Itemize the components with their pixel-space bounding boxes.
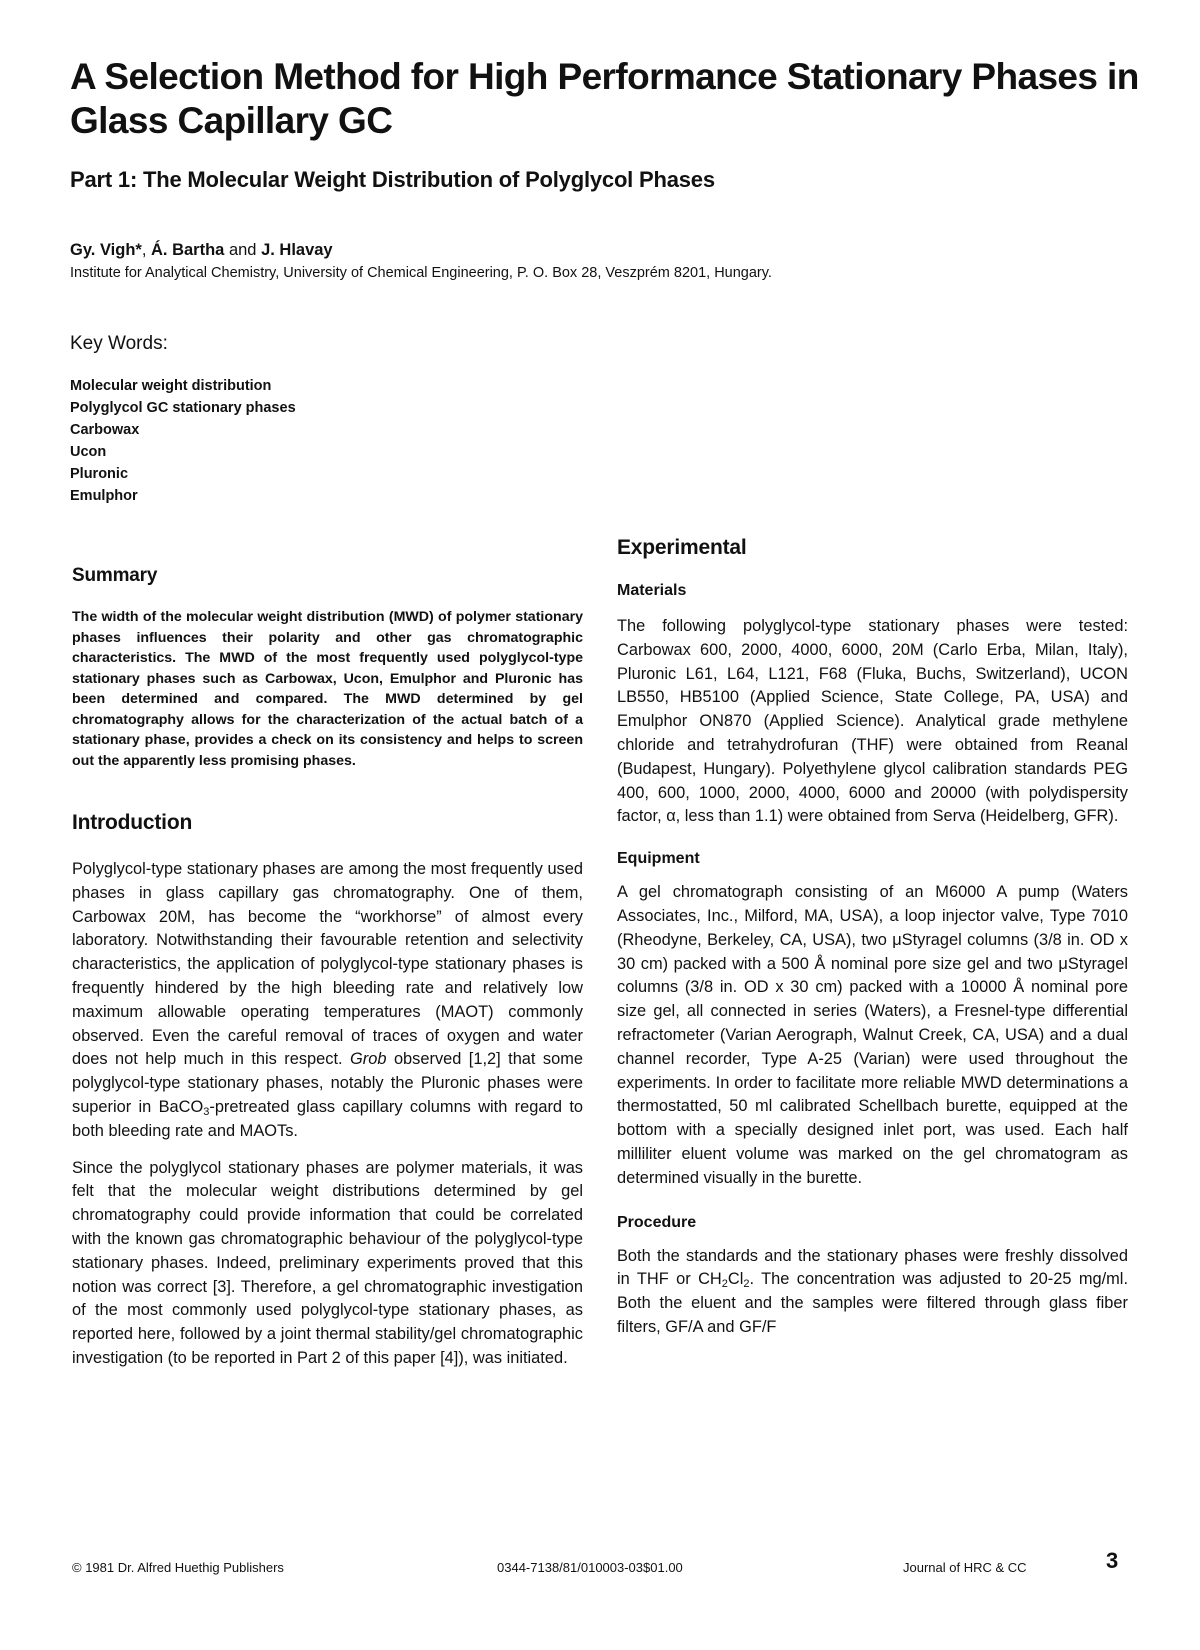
paper-subtitle: Part 1: The Molecular Weight Distribution of Polyglycol Phases bbox=[70, 167, 715, 192]
left-column bbox=[72, 565, 583, 1371]
footer-journal: Journal of HRC & CC bbox=[903, 1560, 1027, 1575]
introduction-heading: Introduction bbox=[72, 811, 193, 834]
summary-heading: Summary bbox=[72, 565, 158, 586]
paper-title: A Selection Method for High Performance Stationary Phases in Glass Capillary GC bbox=[70, 56, 1139, 141]
author-3: J. Hlavay bbox=[261, 241, 333, 259]
equipment-heading: Equipment bbox=[617, 850, 700, 868]
experimental-heading: Experimental bbox=[617, 536, 747, 559]
author-separator: , bbox=[141, 241, 151, 259]
procedure-heading: Procedure bbox=[617, 1213, 697, 1231]
materials-text: The following polyglycol-type stationary phases were tested: Carbowax 600, 2000, 4000, 6000, 20M (Carlo Erba, Milan, Italy), Pluronic L61, L64, L121, F68 (Fluka, Buchs, Switzerland), UCON LB550, HB5100 (Applied Science, State College, PA, USA) and Emulphor ON870 (Applied Science). Analytical grade methylene chloride and tetrahydrofuran (THF) were obtained from Reanal (Budapest, Hungary). Polyethylene glycol calibration standards PEG 400, 600, 1000, 2000, 4000, 6000 and 20000 (with polydispersity factor, α, less than 1.1) were obtained from Serva (Heidelberg, GFR). bbox=[617, 617, 1128, 826]
keyword-item: Molecular weight distribution bbox=[70, 378, 272, 394]
footer-copyright: © 1981 Dr. Alfred Huethig Publishers bbox=[72, 1560, 284, 1575]
materials-heading: Materials bbox=[617, 582, 687, 599]
keywords-list bbox=[70, 375, 296, 507]
keyword-item: Polyglycol GC stationary phases bbox=[70, 400, 296, 416]
page-number: 3 bbox=[1106, 1548, 1119, 1573]
author-name-grob: Grob bbox=[350, 1050, 387, 1069]
procedure-text: Both the standards and the stationary phases were freshly dissolved in THF or $CH_2Cl_2$. The concentration was adjusted to 20-25 mg/ml. Both the eluent and the samples were filtered through glass fiber filters, GF/A and GF/F bbox=[617, 1246, 1129, 1336]
keyword-item: Pluronic bbox=[70, 466, 129, 482]
summary-text: The width of the molecular weight distribution (MWD) of polymer stationary phases influences their polarity and other gas chromatographic characteristics. The MWD of the most frequently used polyglycol-type stationary phases such as Carbowax, Ucon, Emulphor and Pluronic has been determined and compared. The MWD determined by gel chromatography allows for the characterization of the actual batch of a stationary phase, provides a check on its consistency and helps to screen out the apparently less promising phases. bbox=[72, 609, 583, 769]
affiliation: Institute for Analytical Chemistry, University of Chemical Engineering, P. O. Box 28, Veszprém 8201, Hungary. bbox=[70, 265, 772, 281]
right-column bbox=[617, 536, 1128, 1340]
footer-code: 0344-7138/81/010003-03$01.00 bbox=[497, 1560, 683, 1575]
keyword-item: Carbowax bbox=[70, 422, 140, 438]
introduction-paragraph-2: Since the polyglycol stationary phases are polymer materials, it was felt that the molecular weight distributions determined by gel chromatography could provide information that could be correlated with the known gas chromatographic behaviour of the polyglycol-type stationary phases. Indeed, preliminary experiments proved that this notion was correct [3]. Therefore, a gel chromatographic investigation of the most commonly used polyglycol-type stationary phases, as reported here, followed by a joint thermal stability/gel chromatographic investigation (to be reported in Part 2 of this paper [4]), was initiated. bbox=[72, 1158, 583, 1367]
author-line bbox=[70, 241, 333, 260]
equipment-text: A gel chromatograph consisting of an M6000 A pump (Waters Associates, Inc., Milford, MA, USA), a loop injector valve, Type 7010 (Rheodyne, Berkeley, CA, USA), two μStyragel columns (3/8 in. OD x 30 cm) packed with a 500 Å nominal pore size gel and two μStyragel columns (3/8 in. OD x 30 cm) packed with a 10000 Å nominal pore size gel, all connected in series (Waters), a Fresnel-type differential refractometer (Varian Aerograph, Walnut Creek, CA, USA) and a dual channel recorder, Type A-25 (Varian) were used throughout the experiments. In order to facilitate more reliable MWD determinations a thermostatted, 50 ml calibrated Schellbach burette, equipped at the bottom with a specially designed inlet port, was used. Each half milliliter eluent volume was marked on the gel chromatogram as determined visually in the burette. bbox=[617, 883, 1128, 1187]
keyword-item: Emulphor bbox=[70, 488, 138, 504]
author-separator: and bbox=[224, 241, 262, 259]
author-2: Á. Bartha bbox=[151, 241, 225, 259]
author-1: Gy. Vigh* bbox=[70, 241, 142, 259]
keyword-item: Ucon bbox=[70, 444, 107, 460]
keywords-heading: Key Words: bbox=[70, 333, 168, 354]
introduction-paragraph-1: Polyglycol-type stationary phases are among the most frequently used phases in glass capillary gas chromatography. One of them, Carbowax 20M, has become the “workhorse” of almost every laboratory. Notwithstanding their favourable retention and selectivity characteristics, the application of polyglycol-type stationary phases is frequently hindered by the high bleeding rate and relatively low maximum allowable operating temperatures (MAOT) commonly observed. Even the careful removal of traces of oxygen and water does not help much in this respect. Grob observed [1,2] that some polyglycol-type stationary phases, notably the Pluronic phases were superior in BaCO$_3$-pretreated glass capillary columns with regard to both bleeding rate and MAOTs. bbox=[72, 860, 583, 1140]
